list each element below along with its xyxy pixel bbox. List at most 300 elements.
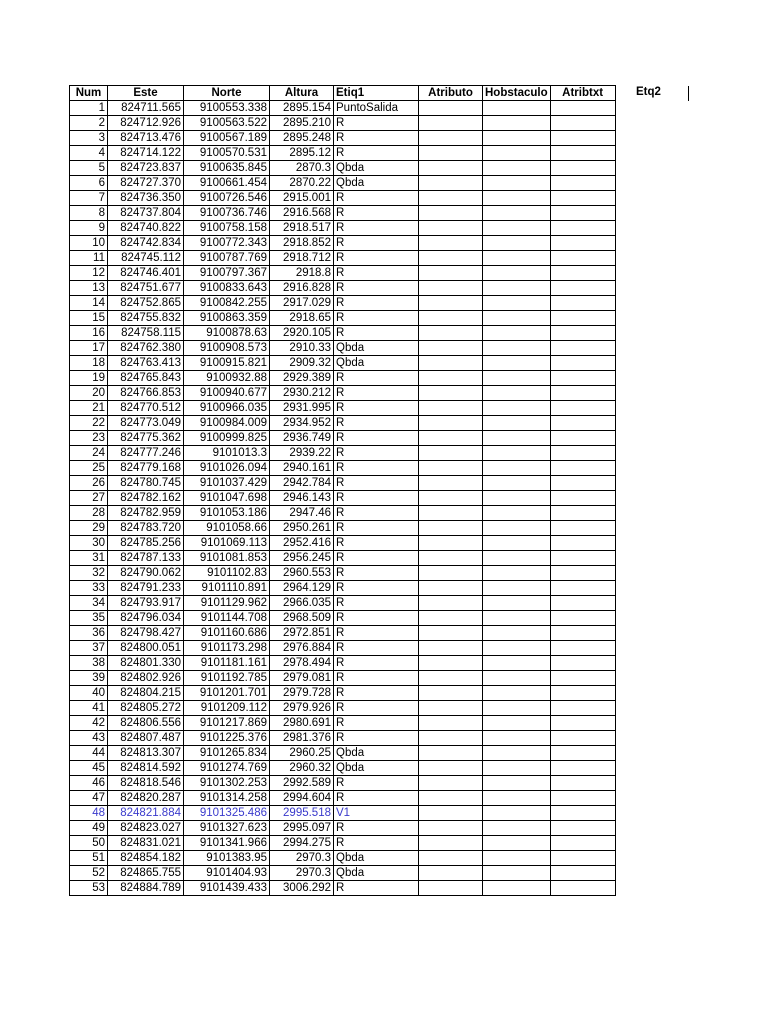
- table-cell[interactable]: [419, 356, 483, 371]
- table-cell[interactable]: PuntoSalida: [334, 101, 419, 116]
- table-cell[interactable]: [483, 386, 551, 401]
- table-cell[interactable]: 9101129.962: [184, 596, 270, 611]
- table-cell[interactable]: Qbda: [334, 161, 419, 176]
- table-cell[interactable]: 47: [70, 791, 108, 806]
- table-cell[interactable]: [550, 356, 615, 371]
- table-cell[interactable]: [483, 431, 551, 446]
- table-cell[interactable]: R: [334, 266, 419, 281]
- table-cell[interactable]: [419, 521, 483, 536]
- table-cell[interactable]: [550, 506, 615, 521]
- table-cell[interactable]: [483, 806, 551, 821]
- table-cell[interactable]: 824746.401: [108, 266, 184, 281]
- table-cell[interactable]: Qbda: [334, 746, 419, 761]
- table-cell[interactable]: 9100570.531: [184, 146, 270, 161]
- table-cell[interactable]: 2950.261: [270, 521, 334, 536]
- table-cell[interactable]: 9101181.161: [184, 656, 270, 671]
- table-cell[interactable]: V1: [334, 806, 419, 821]
- table-cell[interactable]: 2964.129: [270, 581, 334, 596]
- table-cell[interactable]: R: [334, 836, 419, 851]
- table-cell[interactable]: 9100863.359: [184, 311, 270, 326]
- table-cell[interactable]: [483, 446, 551, 461]
- table-cell[interactable]: [550, 776, 615, 791]
- header-atribtxt[interactable]: Atribtxt: [550, 86, 615, 101]
- table-cell[interactable]: [419, 671, 483, 686]
- table-cell[interactable]: 37: [70, 641, 108, 656]
- table-cell[interactable]: R: [334, 566, 419, 581]
- table-cell[interactable]: 2966.035: [270, 596, 334, 611]
- table-cell[interactable]: R: [334, 611, 419, 626]
- table-cell[interactable]: Qbda: [334, 356, 419, 371]
- table-cell[interactable]: [419, 206, 483, 221]
- table-cell[interactable]: [550, 851, 615, 866]
- table-cell[interactable]: [419, 836, 483, 851]
- table-cell[interactable]: 9100553.338: [184, 101, 270, 116]
- table-cell[interactable]: [483, 101, 551, 116]
- table-cell[interactable]: [483, 656, 551, 671]
- table-cell[interactable]: [419, 191, 483, 206]
- table-cell[interactable]: 9101327.623: [184, 821, 270, 836]
- table-cell[interactable]: 14: [70, 296, 108, 311]
- table-cell[interactable]: 2915.001: [270, 191, 334, 206]
- table-cell[interactable]: 824821.884: [108, 806, 184, 821]
- table-cell[interactable]: 18: [70, 356, 108, 371]
- table-cell[interactable]: 12: [70, 266, 108, 281]
- table-cell[interactable]: 51: [70, 851, 108, 866]
- table-cell[interactable]: 2972.851: [270, 626, 334, 641]
- table-cell[interactable]: 13: [70, 281, 108, 296]
- table-cell[interactable]: [419, 821, 483, 836]
- table-cell[interactable]: [483, 836, 551, 851]
- table-cell[interactable]: 9101037.429: [184, 476, 270, 491]
- table-cell[interactable]: 9100908.573: [184, 341, 270, 356]
- table-cell[interactable]: 9101439.433: [184, 881, 270, 896]
- table-cell[interactable]: 11: [70, 251, 108, 266]
- table-cell[interactable]: 824758.115: [108, 326, 184, 341]
- table-cell[interactable]: 2947.46: [270, 506, 334, 521]
- table-cell[interactable]: R: [334, 506, 419, 521]
- table-cell[interactable]: [483, 191, 551, 206]
- table-cell[interactable]: [483, 401, 551, 416]
- table-cell[interactable]: 30: [70, 536, 108, 551]
- table-cell[interactable]: Qbda: [334, 866, 419, 881]
- table-cell[interactable]: 9101325.486: [184, 806, 270, 821]
- table-cell[interactable]: [483, 161, 551, 176]
- table-cell[interactable]: [550, 656, 615, 671]
- table-cell[interactable]: R: [334, 491, 419, 506]
- table-cell[interactable]: [483, 461, 551, 476]
- table-cell[interactable]: 27: [70, 491, 108, 506]
- table-cell[interactable]: [550, 731, 615, 746]
- table-cell[interactable]: 824770.512: [108, 401, 184, 416]
- table-cell[interactable]: 824783.720: [108, 521, 184, 536]
- table-cell[interactable]: R: [334, 476, 419, 491]
- table-cell[interactable]: 2995.518: [270, 806, 334, 821]
- table-cell[interactable]: Qbda: [334, 851, 419, 866]
- table-cell[interactable]: [419, 776, 483, 791]
- table-cell[interactable]: 9101144.708: [184, 611, 270, 626]
- table-cell[interactable]: 9101209.112: [184, 701, 270, 716]
- table-cell[interactable]: Qbda: [334, 761, 419, 776]
- table-cell[interactable]: [550, 371, 615, 386]
- table-cell[interactable]: 2952.416: [270, 536, 334, 551]
- table-cell[interactable]: 2994.275: [270, 836, 334, 851]
- table-cell[interactable]: [419, 506, 483, 521]
- table-cell[interactable]: [483, 116, 551, 131]
- table-cell[interactable]: [550, 116, 615, 131]
- table-cell[interactable]: 46: [70, 776, 108, 791]
- table-cell[interactable]: [419, 341, 483, 356]
- table-cell[interactable]: [550, 146, 615, 161]
- table-cell[interactable]: 9101217.869: [184, 716, 270, 731]
- table-cell[interactable]: [419, 656, 483, 671]
- table-cell[interactable]: [483, 296, 551, 311]
- table-cell[interactable]: [419, 626, 483, 641]
- table-cell[interactable]: 9101081.853: [184, 551, 270, 566]
- table-cell[interactable]: [550, 191, 615, 206]
- header-etq2[interactable]: Etq2: [636, 86, 661, 98]
- table-cell[interactable]: R: [334, 446, 419, 461]
- table-cell[interactable]: R: [334, 416, 419, 431]
- table-cell[interactable]: 41: [70, 701, 108, 716]
- table-cell[interactable]: 9101110.891: [184, 581, 270, 596]
- table-cell[interactable]: 24: [70, 446, 108, 461]
- table-cell[interactable]: 2934.952: [270, 416, 334, 431]
- table-cell[interactable]: 2936.749: [270, 431, 334, 446]
- table-cell[interactable]: 2980.691: [270, 716, 334, 731]
- table-cell[interactable]: [483, 521, 551, 536]
- table-cell[interactable]: 2931.995: [270, 401, 334, 416]
- table-cell[interactable]: 2960.25: [270, 746, 334, 761]
- table-cell[interactable]: [483, 731, 551, 746]
- table-cell[interactable]: 9101013.3: [184, 446, 270, 461]
- table-cell[interactable]: 49: [70, 821, 108, 836]
- table-cell[interactable]: 9101053.186: [184, 506, 270, 521]
- table-cell[interactable]: 824782.162: [108, 491, 184, 506]
- table-cell[interactable]: [550, 836, 615, 851]
- table-cell[interactable]: [483, 596, 551, 611]
- table-cell[interactable]: 5: [70, 161, 108, 176]
- table-cell[interactable]: 42: [70, 716, 108, 731]
- table-cell[interactable]: [483, 761, 551, 776]
- table-cell[interactable]: 824798.427: [108, 626, 184, 641]
- table-cell[interactable]: 824740.822: [108, 221, 184, 236]
- table-cell[interactable]: R: [334, 701, 419, 716]
- table-cell[interactable]: 31: [70, 551, 108, 566]
- table-cell[interactable]: [419, 311, 483, 326]
- table-cell[interactable]: 824804.215: [108, 686, 184, 701]
- table-cell[interactable]: [550, 401, 615, 416]
- table-cell[interactable]: 2895.154: [270, 101, 334, 116]
- table-cell[interactable]: [550, 341, 615, 356]
- table-cell[interactable]: 824805.272: [108, 701, 184, 716]
- table-cell[interactable]: 2940.161: [270, 461, 334, 476]
- table-cell[interactable]: 9: [70, 221, 108, 236]
- table-cell[interactable]: R: [334, 686, 419, 701]
- table-cell[interactable]: [419, 386, 483, 401]
- table-cell[interactable]: 2976.884: [270, 641, 334, 656]
- table-cell[interactable]: [483, 866, 551, 881]
- table-cell[interactable]: R: [334, 206, 419, 221]
- table-cell[interactable]: 9101160.686: [184, 626, 270, 641]
- table-cell[interactable]: 824814.592: [108, 761, 184, 776]
- table-cell[interactable]: 9100878.63: [184, 326, 270, 341]
- header-altura[interactable]: Altura: [270, 86, 334, 101]
- table-cell[interactable]: [550, 206, 615, 221]
- table-cell[interactable]: 9101341.966: [184, 836, 270, 851]
- table-cell[interactable]: [483, 716, 551, 731]
- table-cell[interactable]: 4: [70, 146, 108, 161]
- table-cell[interactable]: 8: [70, 206, 108, 221]
- table-cell[interactable]: [419, 761, 483, 776]
- table-cell[interactable]: 824766.853: [108, 386, 184, 401]
- table-cell[interactable]: 35: [70, 611, 108, 626]
- table-cell[interactable]: [483, 821, 551, 836]
- table-cell[interactable]: 33: [70, 581, 108, 596]
- table-cell[interactable]: [483, 281, 551, 296]
- table-cell[interactable]: [550, 131, 615, 146]
- table-cell[interactable]: [550, 236, 615, 251]
- table-cell[interactable]: [550, 866, 615, 881]
- table-cell[interactable]: R: [334, 116, 419, 131]
- table-cell[interactable]: 9100797.367: [184, 266, 270, 281]
- table-cell[interactable]: [419, 686, 483, 701]
- header-hobstaculo[interactable]: Hobstaculo: [483, 86, 551, 101]
- table-cell[interactable]: 824765.843: [108, 371, 184, 386]
- table-cell[interactable]: 824807.487: [108, 731, 184, 746]
- table-cell[interactable]: 2946.143: [270, 491, 334, 506]
- table-cell[interactable]: 53: [70, 881, 108, 896]
- table-cell[interactable]: R: [334, 551, 419, 566]
- table-cell[interactable]: [550, 716, 615, 731]
- table-cell[interactable]: 2970.3: [270, 866, 334, 881]
- table-cell[interactable]: [483, 791, 551, 806]
- table-cell[interactable]: 824751.677: [108, 281, 184, 296]
- table-cell[interactable]: [550, 806, 615, 821]
- table-cell[interactable]: 2994.604: [270, 791, 334, 806]
- header-num[interactable]: Num: [70, 86, 108, 101]
- table-cell[interactable]: [483, 311, 551, 326]
- table-cell[interactable]: 824779.168: [108, 461, 184, 476]
- header-este[interactable]: Este: [108, 86, 184, 101]
- table-cell[interactable]: 23: [70, 431, 108, 446]
- table-cell[interactable]: 3: [70, 131, 108, 146]
- table-cell[interactable]: [483, 881, 551, 896]
- table-cell[interactable]: [483, 326, 551, 341]
- table-cell[interactable]: R: [334, 251, 419, 266]
- table-cell[interactable]: 2895.12: [270, 146, 334, 161]
- table-cell[interactable]: 9100726.546: [184, 191, 270, 206]
- table-cell[interactable]: 2916.828: [270, 281, 334, 296]
- table-cell[interactable]: [550, 491, 615, 506]
- table-cell[interactable]: 2918.8: [270, 266, 334, 281]
- table-cell[interactable]: R: [334, 326, 419, 341]
- table-cell[interactable]: 824818.546: [108, 776, 184, 791]
- table-cell[interactable]: 2918.65: [270, 311, 334, 326]
- table-cell[interactable]: [419, 116, 483, 131]
- table-cell[interactable]: [550, 161, 615, 176]
- table-cell[interactable]: 26: [70, 476, 108, 491]
- table-cell[interactable]: [550, 746, 615, 761]
- table-cell[interactable]: [419, 641, 483, 656]
- table-cell[interactable]: [550, 821, 615, 836]
- table-cell[interactable]: [483, 611, 551, 626]
- table-cell[interactable]: 9101265.834: [184, 746, 270, 761]
- table-cell[interactable]: [550, 311, 615, 326]
- table-cell[interactable]: [419, 536, 483, 551]
- table-cell[interactable]: 15: [70, 311, 108, 326]
- table-cell[interactable]: R: [334, 131, 419, 146]
- table-cell[interactable]: 9101302.253: [184, 776, 270, 791]
- table-cell[interactable]: [550, 251, 615, 266]
- table-cell[interactable]: 9101058.66: [184, 521, 270, 536]
- table-cell[interactable]: 824865.755: [108, 866, 184, 881]
- table-cell[interactable]: [550, 581, 615, 596]
- table-cell[interactable]: 2918.852: [270, 236, 334, 251]
- table-cell[interactable]: 9100787.769: [184, 251, 270, 266]
- table-cell[interactable]: 9100736.746: [184, 206, 270, 221]
- table-cell[interactable]: 34: [70, 596, 108, 611]
- table-cell[interactable]: Qbda: [334, 341, 419, 356]
- table-cell[interactable]: [550, 446, 615, 461]
- table-cell[interactable]: 2930.212: [270, 386, 334, 401]
- table-cell[interactable]: 2929.389: [270, 371, 334, 386]
- table-cell[interactable]: [483, 581, 551, 596]
- table-cell[interactable]: [550, 791, 615, 806]
- table-cell[interactable]: [419, 881, 483, 896]
- table-cell[interactable]: 824762.380: [108, 341, 184, 356]
- table-cell[interactable]: 824711.565: [108, 101, 184, 116]
- table-cell[interactable]: [419, 146, 483, 161]
- table-cell[interactable]: [550, 326, 615, 341]
- table-cell[interactable]: [419, 416, 483, 431]
- table-cell[interactable]: 32: [70, 566, 108, 581]
- table-cell[interactable]: [419, 281, 483, 296]
- table-cell[interactable]: 2917.029: [270, 296, 334, 311]
- table-cell[interactable]: 28: [70, 506, 108, 521]
- table-cell[interactable]: 16: [70, 326, 108, 341]
- table-cell[interactable]: 2979.081: [270, 671, 334, 686]
- table-cell[interactable]: [419, 101, 483, 116]
- table-cell[interactable]: R: [334, 641, 419, 656]
- header-etiq1[interactable]: Etiq1: [334, 86, 419, 101]
- table-cell[interactable]: [483, 236, 551, 251]
- table-cell[interactable]: 824736.350: [108, 191, 184, 206]
- table-cell[interactable]: 2918.712: [270, 251, 334, 266]
- table-cell[interactable]: [483, 356, 551, 371]
- table-cell[interactable]: 3006.292: [270, 881, 334, 896]
- table-cell[interactable]: 38: [70, 656, 108, 671]
- table-cell[interactable]: 2978.494: [270, 656, 334, 671]
- table-cell[interactable]: 9101173.298: [184, 641, 270, 656]
- table-cell[interactable]: 2995.097: [270, 821, 334, 836]
- table-cell[interactable]: 824782.959: [108, 506, 184, 521]
- table-cell[interactable]: R: [334, 881, 419, 896]
- table-cell[interactable]: [483, 671, 551, 686]
- table-cell[interactable]: [419, 491, 483, 506]
- table-cell[interactable]: 2895.248: [270, 131, 334, 146]
- table-cell[interactable]: 7: [70, 191, 108, 206]
- table-cell[interactable]: [419, 446, 483, 461]
- table-cell[interactable]: 2870.22: [270, 176, 334, 191]
- table-cell[interactable]: [550, 671, 615, 686]
- table-cell[interactable]: R: [334, 626, 419, 641]
- table-cell[interactable]: 9100966.035: [184, 401, 270, 416]
- table-cell[interactable]: [483, 251, 551, 266]
- table-cell[interactable]: 9100999.825: [184, 431, 270, 446]
- table-cell[interactable]: [550, 386, 615, 401]
- table-cell[interactable]: 824800.051: [108, 641, 184, 656]
- table-cell[interactable]: [419, 221, 483, 236]
- table-cell[interactable]: 2956.245: [270, 551, 334, 566]
- table-cell[interactable]: [419, 551, 483, 566]
- table-cell[interactable]: R: [334, 386, 419, 401]
- table-cell[interactable]: 50: [70, 836, 108, 851]
- table-cell[interactable]: 6: [70, 176, 108, 191]
- table-cell[interactable]: 824727.370: [108, 176, 184, 191]
- table-cell[interactable]: [550, 551, 615, 566]
- table-cell[interactable]: [419, 161, 483, 176]
- header-norte[interactable]: Norte: [184, 86, 270, 101]
- table-cell[interactable]: [483, 416, 551, 431]
- table-cell[interactable]: [419, 461, 483, 476]
- table-cell[interactable]: [419, 131, 483, 146]
- table-cell[interactable]: [483, 536, 551, 551]
- table-cell[interactable]: 2: [70, 116, 108, 131]
- table-cell[interactable]: 10: [70, 236, 108, 251]
- table-cell[interactable]: [550, 566, 615, 581]
- table-cell[interactable]: 2870.3: [270, 161, 334, 176]
- table-cell[interactable]: 824802.926: [108, 671, 184, 686]
- table-cell[interactable]: 9100932.88: [184, 371, 270, 386]
- table-cell[interactable]: [483, 176, 551, 191]
- table-cell[interactable]: 824745.112: [108, 251, 184, 266]
- table-cell[interactable]: [419, 611, 483, 626]
- table-cell[interactable]: 9101274.769: [184, 761, 270, 776]
- table-cell[interactable]: 2968.509: [270, 611, 334, 626]
- table-cell[interactable]: R: [334, 791, 419, 806]
- table-cell[interactable]: 2981.376: [270, 731, 334, 746]
- table-cell[interactable]: R: [334, 281, 419, 296]
- table-cell[interactable]: [483, 371, 551, 386]
- table-cell[interactable]: [419, 266, 483, 281]
- table-cell[interactable]: R: [334, 776, 419, 791]
- table-cell[interactable]: R: [334, 296, 419, 311]
- table-cell[interactable]: 2942.784: [270, 476, 334, 491]
- table-cell[interactable]: [419, 581, 483, 596]
- table-cell[interactable]: 9101225.376: [184, 731, 270, 746]
- table-cell[interactable]: 824780.745: [108, 476, 184, 491]
- table-cell[interactable]: [550, 701, 615, 716]
- table-cell[interactable]: 824737.804: [108, 206, 184, 221]
- table-cell[interactable]: 824790.062: [108, 566, 184, 581]
- table-cell[interactable]: 2918.517: [270, 221, 334, 236]
- table-cell[interactable]: [550, 266, 615, 281]
- table-cell[interactable]: 2916.568: [270, 206, 334, 221]
- table-cell[interactable]: 2909.32: [270, 356, 334, 371]
- table-cell[interactable]: 2960.553: [270, 566, 334, 581]
- table-cell[interactable]: 9100984.009: [184, 416, 270, 431]
- table-cell[interactable]: 824791.233: [108, 581, 184, 596]
- table-cell[interactable]: 40: [70, 686, 108, 701]
- table-cell[interactable]: [419, 746, 483, 761]
- table-cell[interactable]: [419, 296, 483, 311]
- table-cell[interactable]: R: [334, 311, 419, 326]
- table-cell[interactable]: 9100563.522: [184, 116, 270, 131]
- table-cell[interactable]: R: [334, 401, 419, 416]
- table-cell[interactable]: [419, 806, 483, 821]
- table-cell[interactable]: 824777.246: [108, 446, 184, 461]
- table-cell[interactable]: [550, 626, 615, 641]
